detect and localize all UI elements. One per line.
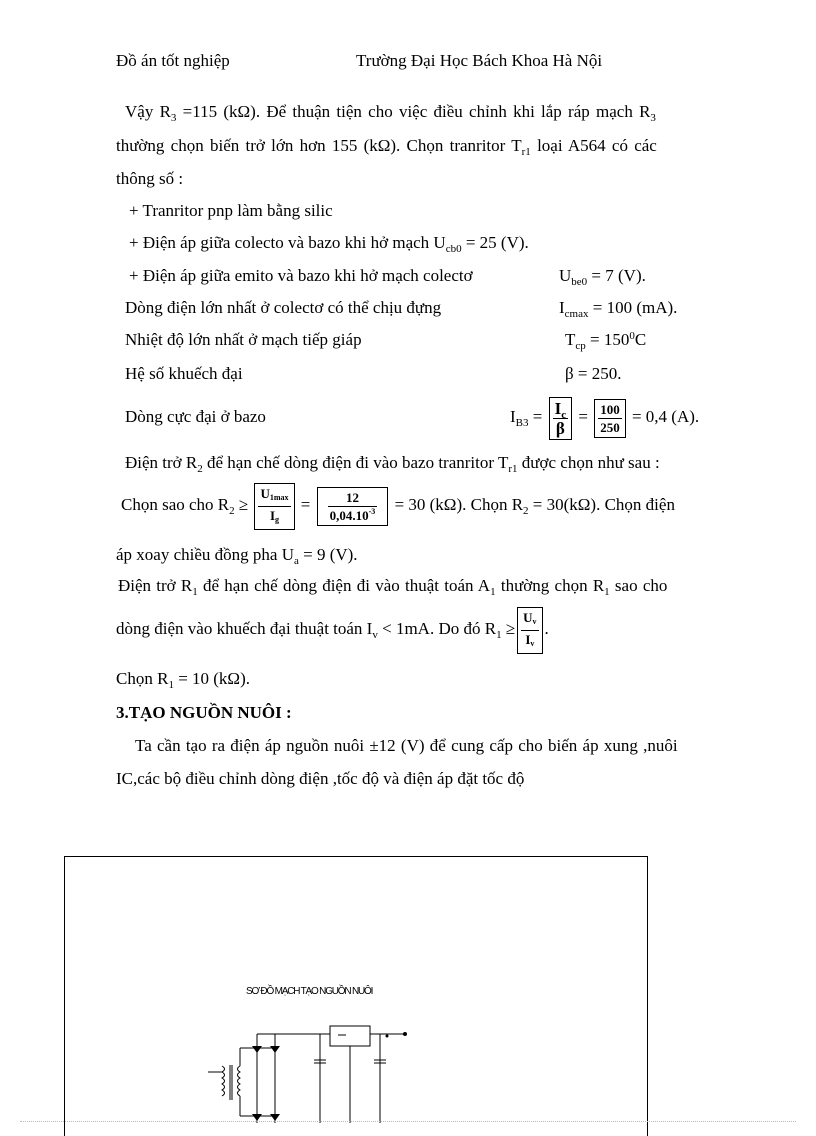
para3-line3: Chọn $R_1 = 10$ (kΩ). <box>116 669 250 691</box>
spec-7-formula: $I_{B3}$ = $\frac{I_c}{\beta}$ = $\frac{100}{250}$ = 0,4 (A). <box>510 398 700 438</box>
spec-3-label: + Điện áp giữa emito và bazo khi hở mạch colectơ <box>129 266 473 285</box>
page-edge-dots <box>20 1121 796 1122</box>
spec-1: + Tranritor pnp làm bằng silic <box>129 201 333 220</box>
regulator-ic <box>330 1026 370 1046</box>
spec-6-label: Hệ số khuếch đại <box>125 364 243 383</box>
spec-4-value: $I_{cmax} = 100$ (mA). <box>559 298 678 320</box>
para2-line2: Chọn sao cho $R_2$ ≥ $\frac{U1\max}{Ig}$ = $\frac{12}{0,04.10^{-3}}$ = 30 (kΩ). Chọn $R_2 = 30(k\Omega)$. Chọn điện <box>121 482 675 530</box>
header-right: Trường Đại Học Bách Khoa Hà Nội <box>356 51 603 70</box>
spec-6-value: β = 250. <box>565 364 622 383</box>
fraction-12-004: $\frac{12}{0,04.10^{-3}}$ <box>317 487 389 526</box>
header-left: Đồ án tốt nghiệp <box>116 51 230 70</box>
para1-line2: thường chọn biến trở lớn hơn 155 (kΩ). Chọn tranritor $T_{r1}$ loại A564 có các <box>116 136 657 158</box>
spec-5-value: $T_{cp} = 150^0C$ <box>565 330 647 352</box>
para3-line2: dòng điện vào khuếch đại thuật toán $I_v < 1mA$. Do đó $R_1$ ≥ $\frac{Uv}{Iv}$ . <box>116 606 549 654</box>
fraction-u1max-ig: $\frac{U1\max}{Ig}$ <box>254 483 294 530</box>
section-heading: 3.TẠO NGUỒN NUÔI : <box>116 703 292 722</box>
spec-5-label: Nhiệt độ lớn nhất ở mạch tiếp giáp <box>125 330 362 349</box>
para1-line1: Vậy $R_3 =115$ (kΩ). Để thuận tiện cho việc điều chỉnh khi lắp ráp mạch $R_3$ <box>125 102 656 124</box>
diode-d3 <box>252 1114 262 1121</box>
para3-line1: Điện trở $R_1$ để hạn chế dòng điện đi vào thuật toán $A_1$ thường chọn $R_1$ sao cho <box>118 576 668 598</box>
transformer-secondary <box>238 1066 241 1096</box>
spec-3-value: $U_{be0} = 7$ (V). <box>559 266 646 288</box>
transformer-primary <box>208 1066 225 1096</box>
output-terminal <box>403 1032 407 1036</box>
spec-4-label: Dòng điện lớn nhất ở colectơ có thể chịu đựng <box>125 298 442 317</box>
diagram-title: SƠ ĐỒ MẠCH TẠO NGUỒN NUÔI <box>246 986 373 997</box>
spec-2: + Điện áp giữa colecto và bazo khi hở mạch $U_{cb0} = 25$ (V). <box>129 233 529 255</box>
fraction-ic-beta: $\frac{I_c}{\beta}$ <box>549 397 573 440</box>
diode-d2 <box>270 1046 280 1053</box>
power-supply-schematic <box>200 1020 420 1123</box>
para1-line3: thông số : <box>116 169 184 188</box>
diode-d4 <box>270 1114 280 1121</box>
para2-line3: áp xoay chiều đồng pha $U_a = 9$ (V). <box>116 545 358 567</box>
section-body-line1: Ta cần tạo ra điện áp nguồn nuôi ±12 (V) để cung cấp cho biến áp xung ,nuôi <box>135 736 678 755</box>
fraction-uv-iv: $\frac{Uv}{Iv}$ <box>517 607 542 654</box>
spec-7-label: Dòng cực đại ở bazo <box>125 407 266 426</box>
section-body-line2: IC,các bộ điều chỉnh dòng điện ,tốc độ và điện áp đặt tốc độ <box>116 769 525 788</box>
diode-d1 <box>252 1046 262 1053</box>
fraction-100-250: $\frac{100}{250}$ <box>594 399 626 438</box>
para2-line1: Điện trở $R_2$ để hạn chế dòng điện đi vào bazo tranritor $T_{r1}$ được chọn như sau : <box>125 453 660 475</box>
